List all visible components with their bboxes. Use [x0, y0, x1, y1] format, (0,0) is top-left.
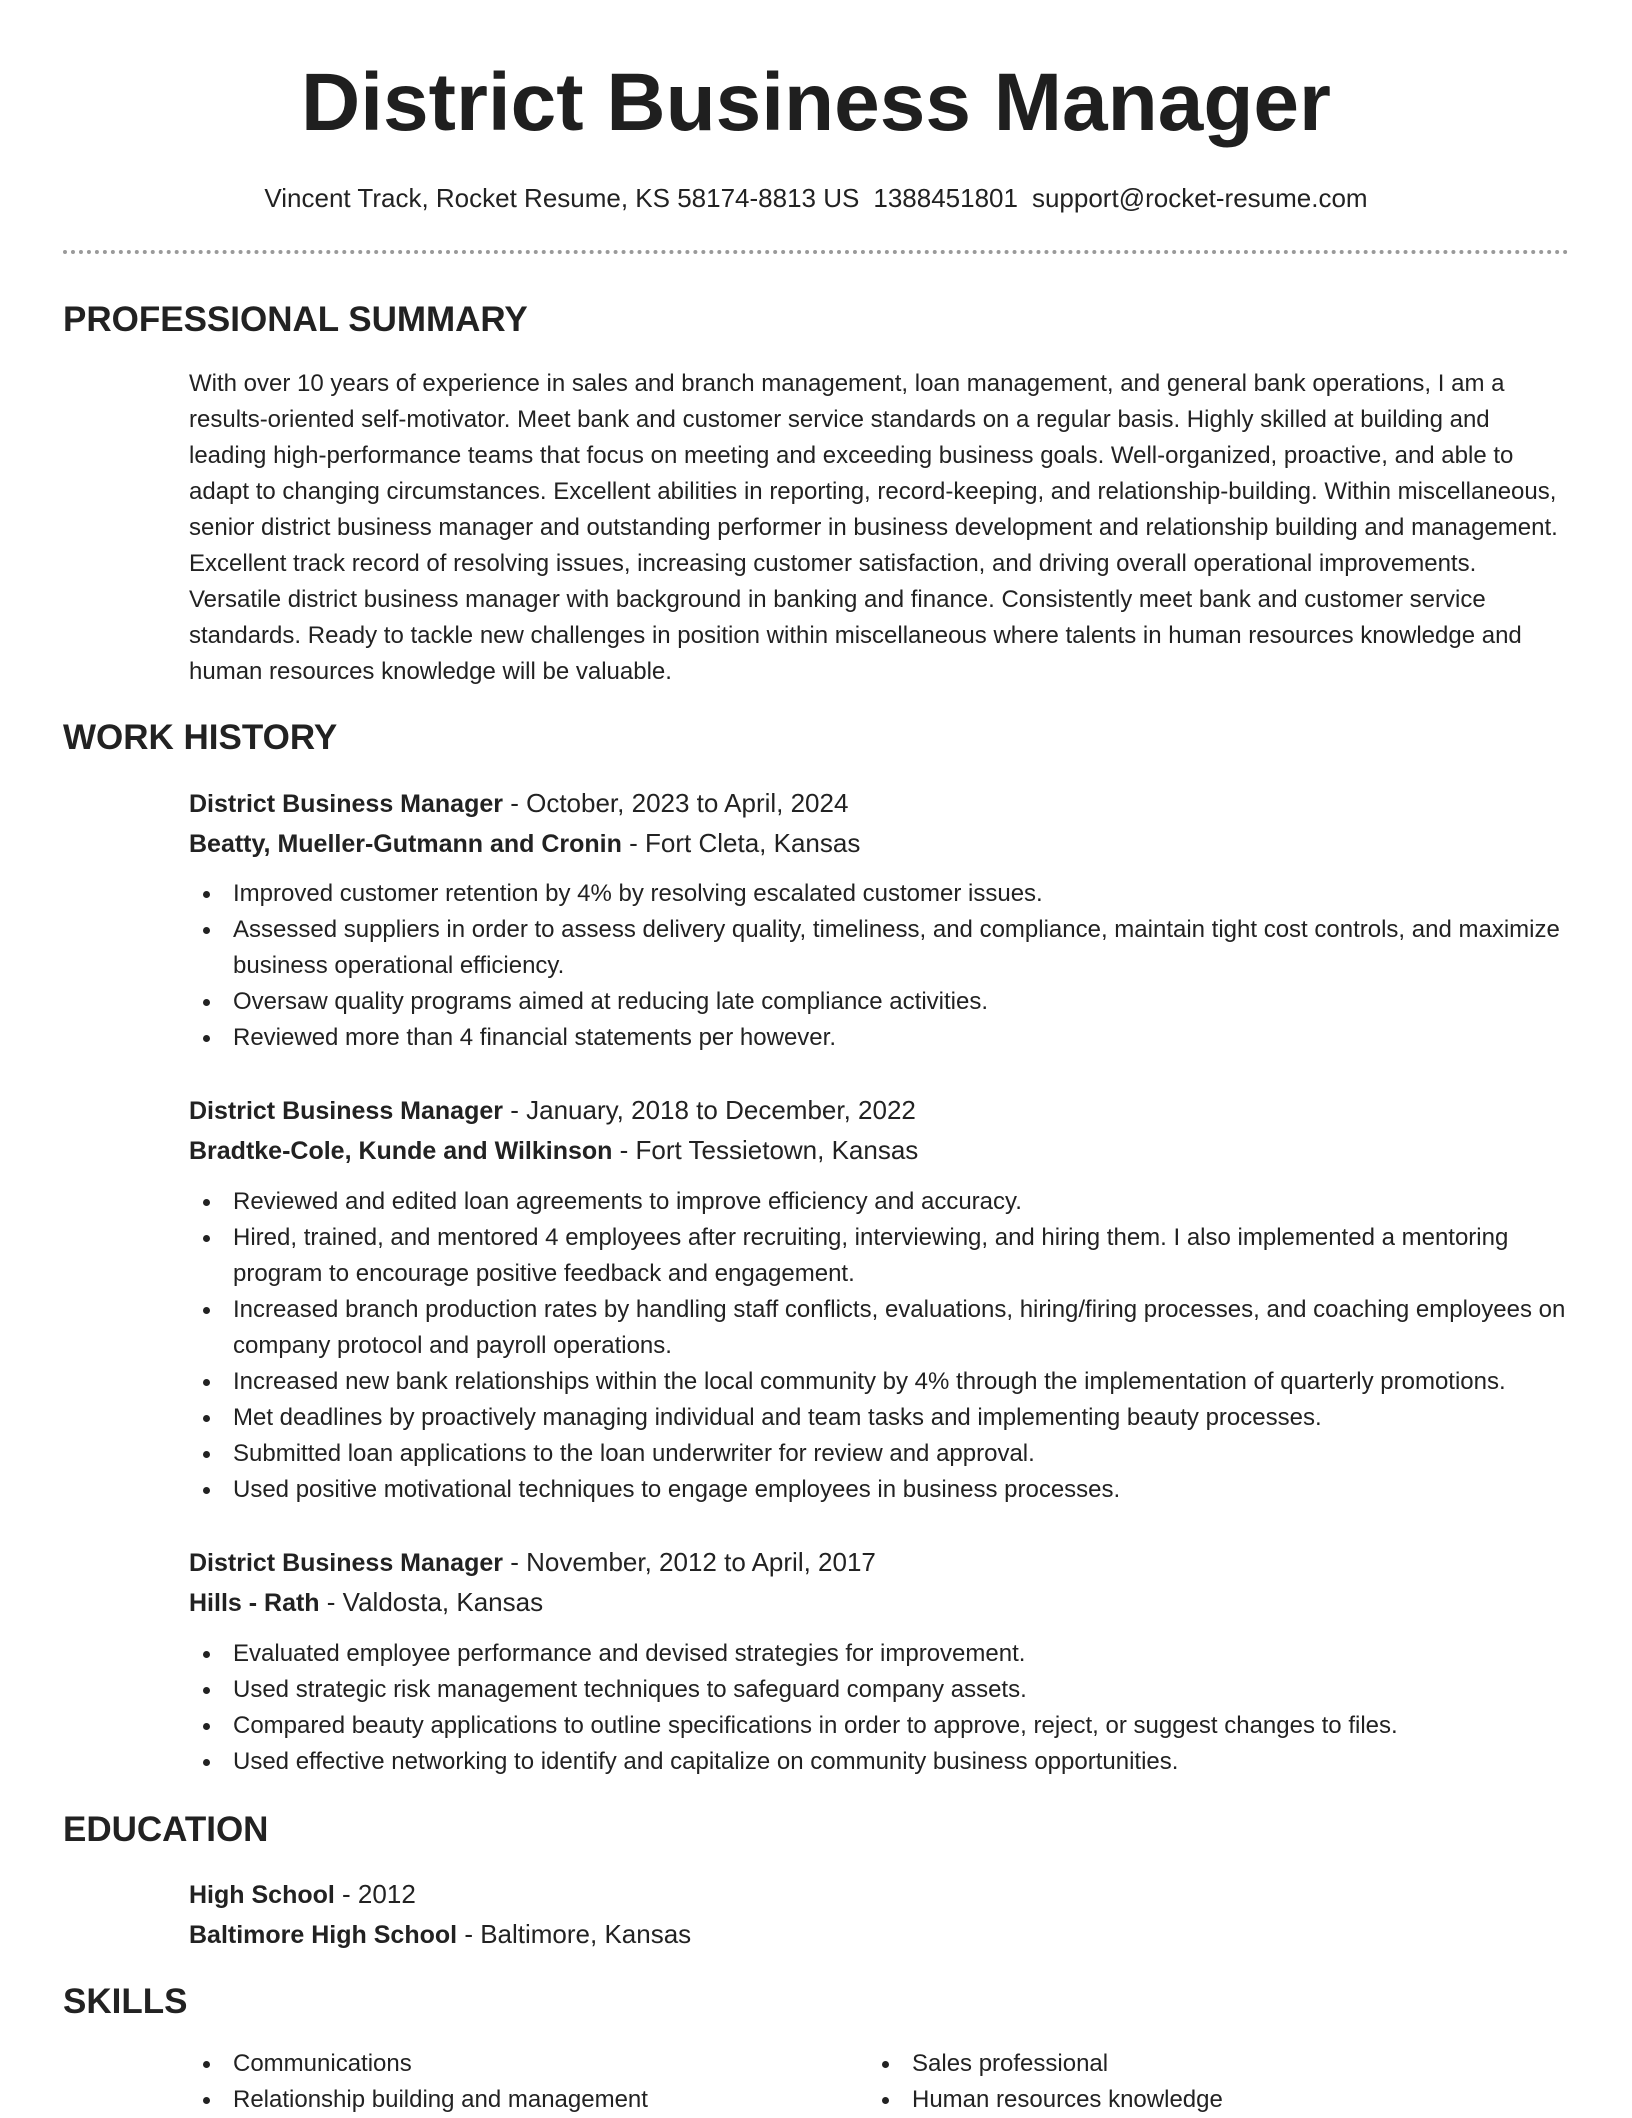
list-item: Met deadlines by proactively managing individual and team tasks and implementing beauty processes. [189, 1400, 1579, 1436]
education-school-line [189, 1914, 1569, 1955]
list-item: Submitted loan applications to the loan underwriter for review and approval. [189, 1436, 1579, 1472]
education-location: - Baltimore, Kansas [457, 1919, 692, 1949]
job-company-line [189, 823, 1569, 864]
education-degree: High School [189, 1881, 335, 1909]
job-dates: - November, 2012 to April, 2017 [503, 1547, 876, 1577]
list-item: Reviewed and edited loan agreements to improve efficiency and accuracy. [189, 1184, 1579, 1220]
skill-item: Sales professional [868, 2046, 1508, 2082]
skill-item: Relationship building and management [189, 2082, 829, 2118]
education-school: Baltimore High School [189, 1921, 458, 1949]
skills-list-left [189, 2046, 829, 2118]
skills-heading: SKILLS [63, 1982, 188, 2021]
job-title: District Business Manager [189, 790, 503, 818]
resume-title: District Business Manager [301, 57, 1331, 148]
job-title-line [189, 783, 1569, 824]
list-item: Compared beauty applications to outline specifications in order to approve, reject, or suggest changes to files. [189, 1708, 1579, 1744]
job-company: Hills - Rath [189, 1589, 320, 1617]
education-degree-line [189, 1874, 1569, 1915]
job-company: Bradtke-Cole, Kunde and Wilkinson [189, 1137, 613, 1165]
contact-address: Vincent Track, Rocket Resume, KS 58174-8813 US [264, 183, 860, 213]
list-item: Increased branch production rates by handling staff conflicts, evaluations, hiring/firing processes, and coaching employees on company protocol and payroll operations. [189, 1292, 1579, 1364]
job-title: District Business Manager [189, 1549, 503, 1577]
summary-heading: PROFESSIONAL SUMMARY [63, 300, 528, 339]
list-item: Evaluated employee performance and devised strategies for improvement. [189, 1636, 1579, 1672]
contact-phone: 1388451801 [873, 183, 1018, 213]
job-bullets [189, 876, 1579, 1056]
list-item: Increased new bank relationships within the local community by 4% through the implementation of quarterly promotions. [189, 1364, 1579, 1400]
job-dates: - January, 2018 to December, 2022 [503, 1095, 916, 1125]
list-item: Oversaw quality programs aimed at reducing late compliance activities. [189, 984, 1579, 1020]
job-bullets [189, 1636, 1579, 1780]
job-dates: - October, 2023 to April, 2024 [503, 788, 849, 818]
job-company-line [189, 1130, 1569, 1171]
list-item: Hired, trained, and mentored 4 employees after recruiting, interviewing, and hiring them. I also implemented a mentoring program to encourage positive feedback and engagement. [189, 1220, 1579, 1292]
job-title: District Business Manager [189, 1097, 503, 1125]
list-item: Used strategic risk management techniques to safeguard company assets. [189, 1672, 1579, 1708]
summary-text: With over 10 years of experience in sales and branch management, loan management, and general bank operations, I am a results-oriented self-motivator. Meet bank and customer service standards on a regular basis. Highly skilled at building and leading high-performance teams that focus on meeting and exceeding business goals. Well-organized, proactive, and able to adapt to changing circumstances. Excellent abilities in reporting, record-keeping, and relationship-building. Within miscellaneous, senior district business manager and outstanding performer in business development and relationship building and management. Excellent track record of resolving issues, increasing customer satisfaction, and driving overall operational improvements. Versatile district business manager with background in banking and finance. Consistently meet bank and customer service standards. Ready to tackle new challenges in position within miscellaneous where talents in human resources knowledge and human resources knowledge will be valuable. [189, 370, 1558, 685]
skills-list-right [868, 2046, 1508, 2118]
skill-item: Communications [189, 2046, 829, 2082]
education-year: - 2012 [334, 1879, 416, 1909]
job-location: - Valdosta, Kansas [319, 1587, 544, 1617]
job-location: - Fort Cleta, Kansas [621, 828, 861, 858]
job-company-line [189, 1582, 1569, 1623]
job-title-line [189, 1542, 1569, 1583]
list-item: Used effective networking to identify and capitalize on community business opportunities. [189, 1744, 1579, 1780]
job-bullets [189, 1184, 1579, 1508]
skill-item: Human resources knowledge [868, 2082, 1508, 2118]
list-item: Assessed suppliers in order to assess delivery quality, timeliness, and compliance, maintain tight cost controls, and maximize business operational efficiency. [189, 912, 1579, 984]
job-title-line [189, 1090, 1569, 1131]
education-heading: EDUCATION [63, 1810, 269, 1849]
job-company: Beatty, Mueller-Gutmann and Cronin [189, 830, 622, 858]
work-history-heading: WORK HISTORY [63, 718, 338, 757]
contact-email: support@rocket-resume.com [1031, 183, 1368, 213]
header-divider [63, 250, 1569, 254]
list-item: Reviewed more than 4 financial statements per however. [189, 1020, 1579, 1056]
contact-line [0, 180, 1632, 216]
list-item: Improved customer retention by 4% by resolving escalated customer issues. [189, 876, 1579, 912]
list-item: Used positive motivational techniques to engage employees in business processes. [189, 1472, 1579, 1508]
job-location: - Fort Tessietown, Kansas [612, 1135, 919, 1165]
